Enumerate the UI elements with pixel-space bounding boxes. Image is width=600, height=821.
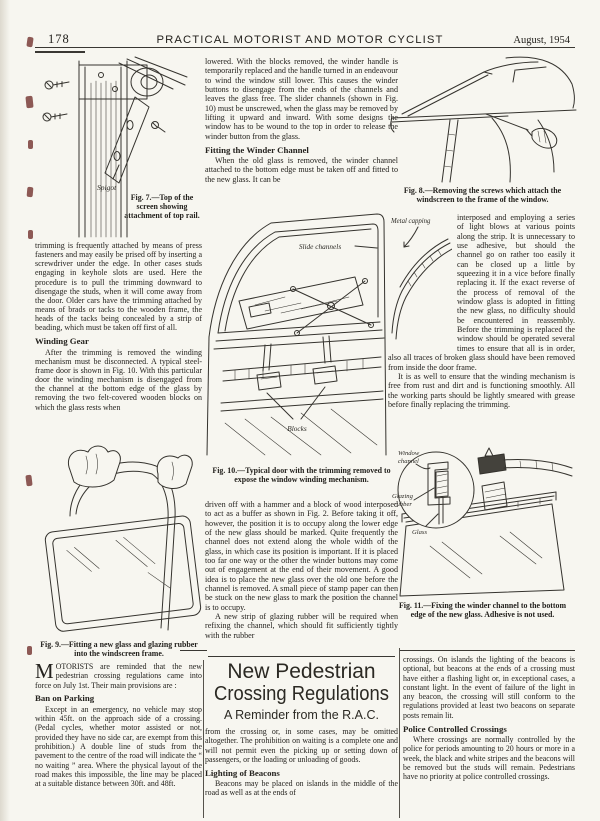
fig7-caption: Fig. 7.—Top of the screen showing attachment of top rail. bbox=[124, 193, 200, 221]
fig10-caption: Fig. 10.—Typical door with the trimming removed to expose the window winding mechanism. bbox=[212, 466, 391, 485]
article-divider-rule-right bbox=[400, 650, 575, 651]
winding-gear-heading: Winding Gear bbox=[35, 336, 89, 347]
article2-title-line2: Crossing Regulations bbox=[214, 683, 389, 705]
paragraph: After the trimming is removed the winding mechanism must be disconnected. A typical steel-frame door is shown in Fig. 10. With this particular door the winding mechanism is disengaged from the channel at the bottom edge of the glass by removing the two felt-covered wooden blocks on which the glass rests when bbox=[35, 347, 202, 412]
bottom-left-column bbox=[35, 659, 202, 789]
paragraph: Except in an emergency, no vehicle may stop within 45ft. on the approach side of a crossing. (Pedal cycles, whether motor assisted or not, provided they have no side car, are exempt from this prohibition.) A double line of studs from the pavement to the centre of the road will indicate the “ no waiting ” area. Where the physical layout of the road makes this impossible, the line may be placed at a suitable distance between 30ft. and 48ft. bbox=[35, 704, 202, 789]
article2-title-line1: New Pedestrian bbox=[227, 660, 376, 683]
middle-column-text-top bbox=[205, 57, 398, 184]
fig9-caption: Fig. 9.—Fitting a new glass and glazing rubber into the windscreen frame. bbox=[40, 640, 198, 659]
paragraph: When the old glass is removed, the winder channel attached to the bottom edge must be taken off and fitted to the new glass. It can be bbox=[205, 156, 398, 184]
metal-capping-illustration bbox=[388, 213, 452, 353]
fig8-drawing bbox=[391, 57, 576, 182]
figure-9 bbox=[30, 444, 208, 638]
paragraph: crossings. On islands the lighting of the beacons is optional, but beacons at the ends of a crossing must have either a flashing light or, in exceptional cases, a constant light. In the event of failure of the light in any beacon, the crossing will still conform to the regulations provided at least two beacons on separate posts remain lit. bbox=[403, 655, 575, 720]
intro-paragraph bbox=[35, 659, 202, 690]
margin-mark bbox=[25, 96, 33, 109]
page-number: 178 bbox=[48, 32, 70, 46]
issue-date: August, 1954 bbox=[513, 35, 570, 46]
paragraph: Beacons may be placed on islands in the middle of the road as well as at the ends of bbox=[205, 779, 398, 798]
paragraph: trimming is frequently attached by means of press fasteners and may easily be prised off by inserting a screwdriver under the edge. In other cases studs engaging in keyhole slots are used. Here the procedure is to pull the trimming downward to disengage the studs, when it will come away from the door. Older cars have the trimming attached by means of brads or tacks to the wooden frame, the heads of the tacks being concealed by a strip of beading, which must be taken off first of all. bbox=[35, 241, 202, 333]
fig11-window-channel-label: Window channel bbox=[398, 450, 420, 465]
ban-on-parking-heading: Ban on Parking bbox=[35, 693, 95, 704]
fig11-illustration bbox=[390, 446, 575, 598]
margin-mark bbox=[26, 37, 33, 48]
figure-11 bbox=[390, 446, 575, 598]
article-divider-rule bbox=[208, 656, 395, 657]
figure-8 bbox=[388, 50, 578, 184]
bottom-right-column bbox=[403, 655, 575, 782]
fig10-drawing bbox=[207, 214, 386, 455]
paragraph: A new strip of glazing rubber will be required when refixing the channel, which should fit sufficiently tightly with the rubber bbox=[205, 612, 398, 640]
column-rule-right bbox=[399, 648, 400, 818]
fig11-drawing bbox=[398, 448, 572, 596]
paragraph: Where crossings are normally controlled by the police for periods amounting to 20 hours or more in a week, the black and white stripes and the beacons will be removed but the studs will remain. Pedestrians have no priority at police controlled crossings. bbox=[403, 735, 575, 782]
fig11-caption: Fig. 11.—Fixing the winder channel to the bottom edge of the new glass. Adhesive is not used. bbox=[398, 601, 567, 620]
fig7-spigot-label: Spigot bbox=[97, 183, 117, 192]
metal-capping-figure bbox=[388, 213, 452, 353]
metal-capping-label: Metal capping bbox=[391, 218, 431, 225]
margin-mark bbox=[25, 475, 32, 487]
figure-10 bbox=[205, 205, 398, 460]
left-column-text bbox=[35, 241, 202, 412]
right-column-text bbox=[388, 213, 575, 409]
police-controlled-crossings-heading: Police Controlled Crossings bbox=[403, 723, 507, 734]
intro-text: OTORISTS are reminded that the new pedestrian crossing regulations came into force on July 1st. Their main provisions are : bbox=[35, 662, 202, 690]
column-rule-left bbox=[203, 660, 204, 818]
margin-mark bbox=[28, 140, 33, 149]
figure-7 bbox=[35, 55, 203, 239]
margin-mark bbox=[27, 646, 32, 655]
paragraph: driven off with a hammer and a block of wood interposed to act as a buffer as shown in Fig. 2. Before taking it off, however, the position it is to occupy along the lower edge of the new glass should be marked. Quite frequently the channel does not extend along the whole width of the glass, in which case its position is important. If it is placed too far one way or the other the winder buttons may come out of engagement at the end of their movement. A good idea is to place the new glass over the old one before the channel is removed. A small piece of stamp paper can then be stuck on the new glass to mark the position the channel is to occupy. bbox=[205, 500, 398, 612]
header-rule bbox=[35, 47, 575, 48]
fig8-illustration bbox=[388, 50, 578, 184]
fitting-winder-channel-heading: Fitting the Winder Channel bbox=[205, 144, 309, 155]
fig11-glass-label: Glass bbox=[412, 529, 428, 536]
dropcap-m: M bbox=[35, 659, 54, 683]
metal-capping-drawing bbox=[392, 227, 452, 339]
fig11-glazing-rubber-label: Glazing rubber bbox=[392, 493, 413, 508]
article2-subtitle: A Reminder from the R.A.C. bbox=[224, 708, 379, 722]
paragraph: from the crossing or, in some cases, may be omitted altogether. The prohibition on waiting is a complete one and will not permit even the picking up or setting down of passengers, or the loading or unloading of goods. bbox=[205, 727, 398, 764]
fig10-illustration bbox=[205, 205, 398, 460]
margin-mark bbox=[28, 230, 33, 239]
margin-mark bbox=[27, 187, 34, 197]
fig9-drawing bbox=[44, 446, 201, 632]
journal-title: PRACTICAL MOTORIST AND MOTOR CYCLIST bbox=[156, 34, 444, 46]
fig10-blocks-label: Blocks bbox=[287, 424, 307, 433]
paragraph: It is as well to ensure that the winding mechanism is free from rust and dirt and is functioning smoothly. All the working parts should be lightly smeared with grease before finally replacing the trimming. bbox=[388, 371, 575, 409]
paragraph: interposed and employing a series of light blows at various points along the strip. It is unnecessary to use adhesive, but should the channel go on rather too easily it can be closed up a little by squeezing it in a vice before finally replacing it. If the exact reverse of the process of removal of the window glass is adopted in fitting the new glass, no difficulty should be encountered in reassembly. Before the trimming is replaced the window should be operated several times to ensure that all is in order, also all traces of broken glass should have been removed from inside the door frame. bbox=[388, 213, 575, 372]
fig8-caption: Fig. 8.—Removing the screws which attach the windscreen to the frame of the window. bbox=[403, 186, 562, 205]
divider-dash bbox=[180, 650, 207, 651]
middle-column-text-bottom bbox=[205, 500, 398, 640]
fig9-illustration bbox=[30, 444, 208, 638]
page-number-rule bbox=[35, 51, 85, 53]
lighting-of-beacons-heading: Lighting of Beacons bbox=[205, 767, 280, 778]
fig10-slide-channels-label: Slide channels bbox=[298, 242, 342, 251]
bottom-middle-column bbox=[205, 660, 398, 798]
paragraph: lowered. With the blocks removed, the winder handle is temporarily replaced and the handle turned in an endeavour to wind the window still lower. This causes the winder buttons to disengage from the ends of the channels and leaves the glass free. The slider channels (shown in Fig. 10) must be unscrewed, when the glass may be removed by lifting it upward and inward. With some designs the window has to be wound to the top in order to release the winder button from the glass. bbox=[205, 57, 398, 141]
